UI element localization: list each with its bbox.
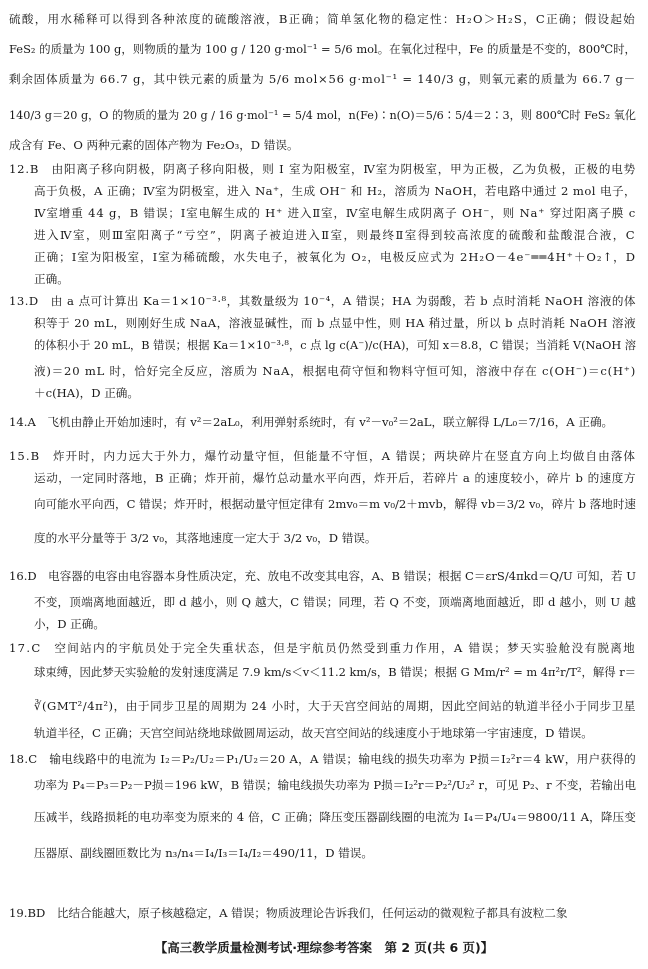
- item-line: 不变，顶端离地面越近，即 d 越小，则 Q 越大，C 错误；同理，若 Q 不变，顶端离地面越近，即 d 越小，则 U 越: [34, 595, 637, 609]
- item-first-line: 15.B 炸开时，内力远大于外力，爆竹动量守恒，但能量不守恒，A 错误；两块碎片在竖直方向上均做自由落体: [9, 449, 637, 463]
- item-first-line: 12.B 由阳离子移向阴极，阴离子移向阳极，则 I 室为阳极室，Ⅳ室为阴极室，甲为正极，乙为负极，正极的电势: [9, 162, 637, 176]
- item-line: 运动，一定同时落地，B 正确；炸开前，爆竹总动量水平向西，炸开后，若碎片 a 的速度较小，碎片 b 的速度方: [34, 471, 636, 485]
- intro-line: FeS₂ 的质量为 100 g，则物质的量为 100 g / 120 g·mol⁻¹ = 5/6 mol。在氧化过程中，Fe 的质量是不变的，800℃时，: [9, 42, 636, 56]
- item-line: 积等于 20 mL，则刚好生成 NaA，溶液显碱性，而 b 点显中性，则 HA 稍过量，所以 b 点时消耗 NaOH 溶液: [34, 316, 636, 330]
- item-line: 高于负极，A 正确；Ⅳ室为阴极室，进入 Na⁺，生成 OH⁻ 和 H₂，溶质为 NaOH，若电路中通过 2 mol 电子，: [34, 184, 636, 198]
- item-line: 压器原、副线圈匝数比为 n₃/n₄＝I₄/I₃＝I₄/I₂＝490/11，D 错误。: [34, 846, 373, 860]
- item-line: 小，D 正确。: [34, 617, 105, 631]
- page-footer: 【高三教学质量检测考试·理综参考答案 第 2 页(共 6 页)】: [154, 940, 494, 955]
- item-line: 轨道半径，C 正确；天宫空间站绕地球做圆周运动，故天宫空间站的线速度小于地球第一宇宙速度，D 错误。: [34, 726, 593, 740]
- item-first-line: 14.A 飞机由静止开始加速时，有 v²＝2aL₀，利用弹射系统时，有 v²－v₀²＝2aL，联立解得 L/L₀＝7/16，A 正确。: [9, 415, 614, 429]
- item-line: ∛(GMT²/4π²)，由于同步卫星的周期为 24 小时，大于天宫空间站的周期，因此空间站的轨道半径小于同步卫星: [34, 699, 637, 713]
- item-first-line: 19.BD 比结合能越大，原子核越稳定，A 错误；物质波理论告诉我们，任何运动的微观粒子都具有波粒二象: [9, 906, 568, 920]
- item-line: 球束缚，因此梦天实验舱的发射速度满足 7.9 km/s＜v＜11.2 km/s，B 错误；根据 G Mm/r² = m 4π²r/T²，解得 r＝: [34, 665, 637, 679]
- item-line: 进入Ⅳ室，则Ⅲ室阳离子“亏空”，阴离子被迫进入Ⅱ室，则最终Ⅱ室得到较高浓度的硫酸和盐酸混合液，C: [34, 228, 636, 242]
- item-line: 度的水平分量等于 3/2 v₀，其落地速度一定大于 3/2 v₀，D 错误。: [34, 531, 377, 545]
- item-line: 液)＝20 mL 时，恰好完全反应，溶质为 NaA，根据电荷守恒和物料守恒可知，溶液中存在 c(OH⁻)＝c(H⁺): [34, 364, 637, 378]
- item-line: 功率为 P₄＝P₃＝P₂－P损＝196 kW，B 错误；输电线损失功率为 P损＝I₂²r＝P₂²/U₂² r，可见 P₂、r 不变，若输出电: [34, 778, 636, 792]
- item-line: 压减半，线路损耗的电功率变为原来的 4 倍，C 正确；降压变压器副线圈的电流为 I₄＝P₄/U₄＝9800/11 A，降压变: [34, 810, 636, 824]
- item-first-line: 17.C 空间站内的宇航员处于完全失重状态，但是宇航员仍然受到重力作用，A 错误；梦天实验舱没有脱离地: [9, 641, 636, 655]
- item-line: 的体积小于 20 mL，B 错误；根据 Ka＝1×10⁻³·⁸，c 点 lg c(A⁻)/c(HA)，可知 x＝8.8，C 错误；当消耗 V(NaOH 溶: [34, 338, 636, 352]
- intro-line: 硫酸，用水稀释可以得到各种浓度的硫酸溶液，B正确；简单氢化物的稳定性：H₂O＞H₂S，C正确；假设起始: [9, 12, 637, 26]
- item-line: 向可能水平向西，C 错误；炸开时，根据动量守恒定律有 2mv₀＝m v₀/2＋mvb，解得 vb＝3/2 v₀，碎片 b 落地时速: [34, 497, 637, 511]
- item-first-line: 13.D 由 a 点可计算出 Ka＝1×10⁻³·⁸，其数量级为 10⁻⁴，A 错误；HA 为弱酸，若 b 点时消耗 NaOH 溶液的体: [9, 294, 636, 308]
- intro-line: 成含有 Fe、O 两种元素的固体产物为 Fe₂O₃，D 错误。: [9, 138, 299, 152]
- intro-line: 140/3 g＝20 g，O 的物质的量为 20 g / 16 g·mol⁻¹ = 5/4 mol，n(Fe)∶n(O)＝5/6∶5/4＝2∶3，则 800℃时 FeS₂ 氧化: [9, 108, 636, 122]
- item-first-line: 18.C 输电线路中的电流为 I₂＝P₂/U₂＝P₁/U₂＝20 A，A 错误；输电线的损失功率为 P损＝I₂²r＝4 kW，用户获得的: [9, 752, 637, 766]
- item-line: 正确；Ⅰ室为阳极室，Ⅰ室为稀硫酸，水失电子，被氧化为 O₂，电极反应式为 2H₂O－4e⁻══4H⁺＋O₂↑，D: [34, 250, 637, 264]
- item-line: ＋c(HA)，D 正确。: [34, 386, 139, 400]
- item-line: Ⅳ室增重 44 g，B 错误；Ⅰ室电解生成的 H⁺ 进入Ⅱ室，Ⅳ室电解生成阴离子 OH⁻，则 Na⁺ 穿过阳离子膜 c: [34, 206, 637, 220]
- item-first-line: 16.D 电容器的电容由电容器本身性质决定，充、放电不改变其电容，A、B 错误；根据 C＝εrS/4πkd＝Q/U 可知，若 U: [9, 569, 636, 583]
- item-line: 正确。: [34, 272, 69, 286]
- intro-line: 剩余固体质量为 66.7 g，其中铁元素的质量为 5/6 mol×56 g·mol⁻¹ = 140/3 g，则氧元素的质量为 66.7 g－: [9, 72, 637, 86]
